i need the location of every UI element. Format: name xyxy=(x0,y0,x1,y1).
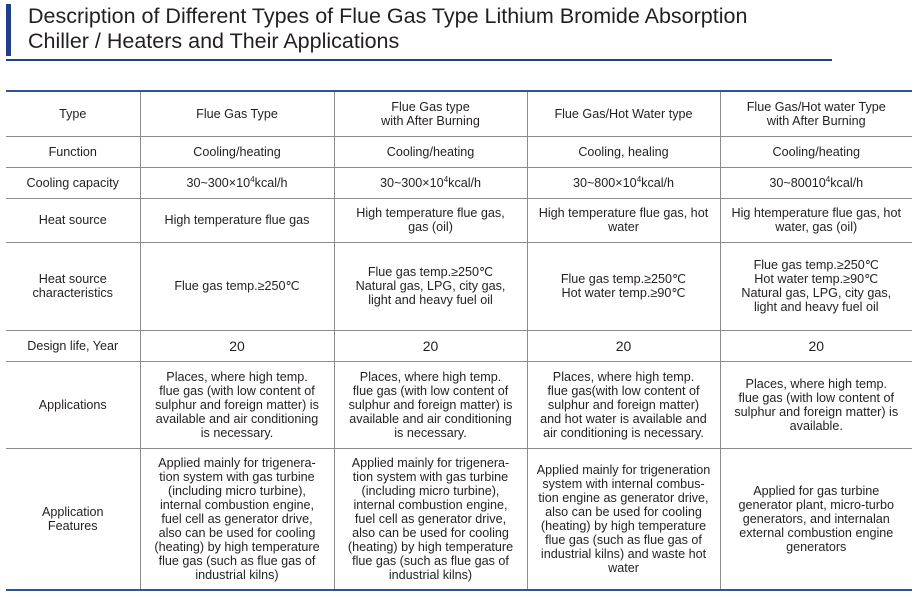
table-header-row xyxy=(6,91,912,136)
table-cell: 20 xyxy=(334,330,527,361)
table-cell xyxy=(334,167,527,198)
row-label: Function xyxy=(6,136,140,167)
table-cell xyxy=(527,167,720,198)
capacity-range: 30~300×10 xyxy=(186,175,251,190)
table-cell xyxy=(720,167,912,198)
table-cell: Applied mainly for trigenera- tion system with gas turbine (including micro turbine), internal combustion engine, fuel cell as generator drive, also can be used for cooling (heating) by high temperature flue gas (such as flue gas of industrial kilns) xyxy=(334,448,527,590)
capacity-range: 30~300×10 xyxy=(379,175,444,190)
row-label: Heat source characteristics xyxy=(6,242,140,330)
capacity-range: 30~800×10 xyxy=(572,175,637,190)
table-cell: Cooling/heating xyxy=(140,136,334,167)
table-cell: Flue gas temp.≥250℃ Hot water temp.≥90℃ Natural gas, LPG, city gas, light and heavy fuel oil xyxy=(720,242,912,330)
capacity-unit: kcal/h xyxy=(830,175,864,190)
table-cell: Cooling/heating xyxy=(334,136,527,167)
row-label: Cooling capacity xyxy=(6,167,140,198)
table-row xyxy=(6,242,912,330)
table-cell: Places, where high temp. flue gas (with low content of sulphur and foreign matter) is available and air conditioning is necessary. xyxy=(140,361,334,448)
table-cell: Places, where high temp. flue gas (with low content of sulphur and foreign matter) is available. xyxy=(720,361,912,448)
row-label: Applications xyxy=(6,361,140,448)
header-flue-gas-hot-water-after-burning: Flue Gas/Hot water Type with After Burning xyxy=(720,91,912,136)
table-cell: Places, where high temp. flue gas (with low content of sulphur and foreign matter) is available and air conditioning is necessary. xyxy=(334,361,527,448)
row-label: Application Features xyxy=(6,448,140,590)
capacity-unit: kcal/h xyxy=(254,175,288,190)
table-row xyxy=(6,361,912,448)
table-cell: Cooling/heating xyxy=(720,136,912,167)
table-cell: Flue gas temp.≥250℃ Hot water temp.≥90℃ xyxy=(527,242,720,330)
table-cell: Cooling, healing xyxy=(527,136,720,167)
table-cell: Applied mainly for trigenera- tion system with gas turbine (including micro turbine), internal combustion engine, fuel cell as generator drive, also can be used for cooling (heating) by high temperature flue gas (such as flue gas of industrial kilns) xyxy=(140,448,334,590)
table-cell xyxy=(140,167,334,198)
capacity-exponent: 4 xyxy=(250,174,255,184)
table-cell: Hig htemperature flue gas, hot water, gas (oil) xyxy=(720,198,912,242)
table-cell: 20 xyxy=(720,330,912,361)
table-row xyxy=(6,136,912,167)
table-cell: High temperature flue gas xyxy=(140,198,334,242)
table-cell: Applied mainly for trigeneration system with internal combus- tion engine as generator drive, also can be used for cooling (heating) by high temperature flue gas (such as flue gas of industrial kilns) and waste hot water xyxy=(527,448,720,590)
header-flue-gas-hot-water: Flue Gas/Hot Water type xyxy=(527,91,720,136)
table-cell: Places, where high temp. flue gas(with low content of sulphur and foreign matter) and hot water is available and air conditioning is necessary. xyxy=(527,361,720,448)
table-row xyxy=(6,167,912,198)
capacity-unit: kcal/h xyxy=(641,175,675,190)
header-flue-gas-after-burning: Flue Gas type with After Burning xyxy=(334,91,527,136)
header-type: Type xyxy=(6,91,140,136)
applications-table xyxy=(6,90,912,591)
table-cell: High temperature flue gas, hot water xyxy=(527,198,720,242)
row-label: Design life, Year xyxy=(6,330,140,361)
table-cell: 20 xyxy=(140,330,334,361)
capacity-unit: kcal/h xyxy=(448,175,482,190)
table-cell: Applied for gas turbine generator plant, micro-turbo generators, and internalan external combustion engine generators xyxy=(720,448,912,590)
page-title: Description of Different Types of Flue Gas Type Lithium Bromide Absorption Chiller / Heaters and Their Applications xyxy=(28,4,748,53)
capacity-exponent: 4 xyxy=(636,174,642,184)
table-cell: Flue gas temp.≥250℃ Natural gas, LPG, city gas, light and heavy fuel oil xyxy=(334,242,527,330)
capacity-exponent: 4 xyxy=(825,174,831,184)
row-label: Heat source xyxy=(6,198,140,242)
table-cell: Flue gas temp.≥250℃ xyxy=(140,242,334,330)
title-underline xyxy=(6,59,832,61)
capacity-range: 30~80010 xyxy=(769,175,826,190)
table-row xyxy=(6,330,912,361)
capacity-exponent: 4 xyxy=(443,174,449,184)
header-flue-gas-type: Flue Gas Type xyxy=(140,91,334,136)
title-accent-bar xyxy=(6,4,11,56)
table-row xyxy=(6,198,912,242)
table-cell: High temperature flue gas, gas (oil) xyxy=(334,198,527,242)
table-cell: 20 xyxy=(527,330,720,361)
table-row xyxy=(6,448,912,590)
